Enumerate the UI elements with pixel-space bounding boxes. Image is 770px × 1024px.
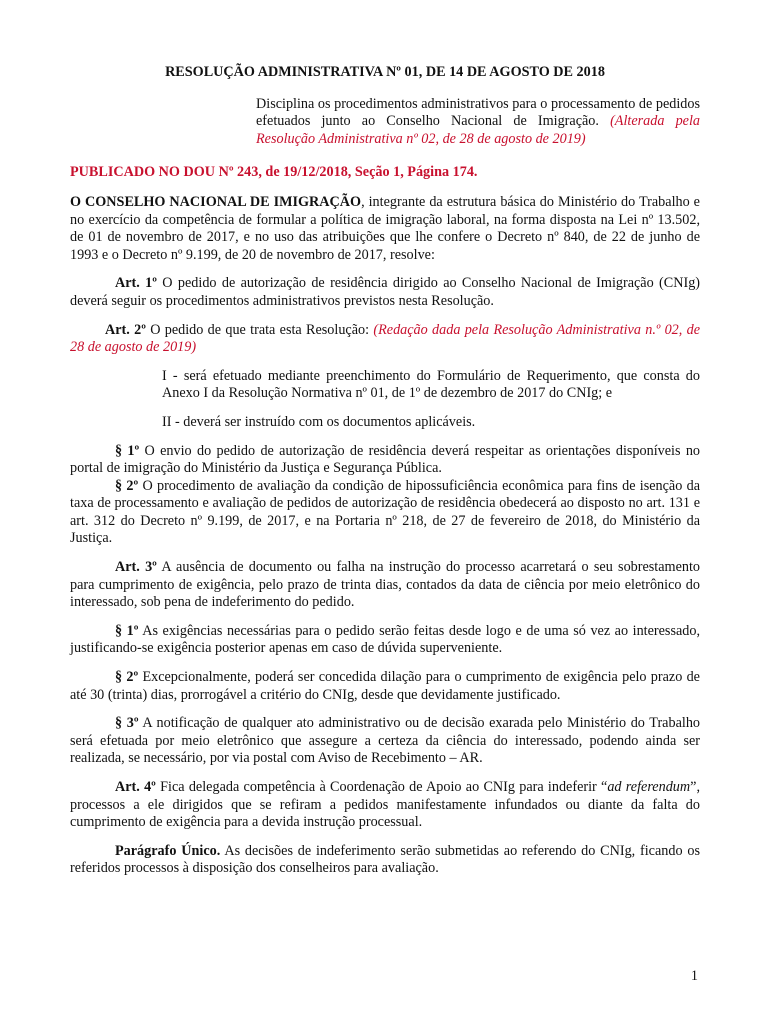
- ementa: [256, 96, 700, 149]
- article-2-paragraph-2-text: O procedimento de avaliação da condição de hipossuficiência econômica para fins de isenção da taxa de processamento e avaliação de pedidos de autorização de residência obedecerá ao disposto no art. 131 e art. 312 do Decreto nº 9.199, de 2017, e na Portaria nº 218, de 27 de fevereiro de 2018, do Ministério da Justiça.: [70, 477, 700, 547]
- article-3-label: Art. 3º: [115, 559, 157, 576]
- article-3-paragraph-2-label: § 2º: [115, 669, 139, 686]
- article-2-paragraph-1-text: O envio do pedido de autorização de residência deverá respeitar as orientações disponíveis no portal de imigração do Ministério da Justiça e Segurança Pública.: [70, 442, 701, 477]
- article-4-ad-referendum: ad referendum: [607, 779, 691, 795]
- preamble-text: , integrante da estrutura básica do Ministério do Trabalho e no exercício da competência de formular a política de imigração laboral, na forma disposta na Lei nº 13.502, de 01 de novembro de 2017, e no uso das atribuições que lhe confere o Decreto nº 840, de 22 de junho de 1993 e o Decreto nº 9.199, de 20 de novembro de 2017, resolve:: [70, 193, 700, 263]
- article-3-paragraph-3-text: A notificação de qualquer ato administrativo ou de decisão exarada pelo Ministério do Trabalho será efetuada por meio eletrônico que assegure a certeza da ciência do interessado, podendo ainda ser realizada, se necessário, por via postal com Aviso de Recebimento – AR.: [70, 715, 701, 767]
- document-body: [70, 64, 700, 889]
- article-2-label: Art. 2º: [105, 321, 146, 338]
- article-3-paragraph-1-text: As exigências necessárias para o pedido serão feitas desde logo e de uma só vez ao interessado, justificando-se exigência posterior apenas em caso de dúvida superveniente.: [70, 622, 701, 657]
- preamble: [70, 194, 700, 264]
- ementa-text: Disciplina os procedimentos administrativos para o processamento de pedidos efetuados junto ao Conselho Nacional de Imigração.: [256, 95, 700, 130]
- article-2-inciso-2: II - deverá ser instruído com os documentos aplicáveis.: [162, 413, 476, 430]
- article-4-text-a: Fica delegada competência à Coordenação de Apoio ao CNIg para indeferir “: [155, 779, 608, 795]
- article-3-text: A ausência de documento ou falha na instrução do processo acarretará o seu sobrestamento para cumprimento de exigência, pelo prazo de trinta dias, contados da data de ciência por meio eletrônico do interessado, sob pena de indeferimento do pedido.: [70, 559, 701, 611]
- ementa-amendment-note: (Alterada pela Resolução Administrativa nº 02, de 28 de agosto de 2019): [256, 113, 700, 147]
- article-2-amendment-note: (Redação dada pela Resolução Administrativa n.º 02, de 28 de agosto de 2019): [70, 321, 700, 356]
- article-1-label: Art. 1º: [115, 275, 157, 292]
- article-3-paragraph-1-label: § 1º: [115, 622, 139, 639]
- article-1-text: O pedido de autorização de residência dirigido ao Conselho Nacional de Imigração (CNIg) deverá seguir os procedimentos administrativos previstos nesta Resolução.: [70, 275, 701, 309]
- article-2-inciso-1: I - será efetuado mediante preenchimento do Formulário de Requerimento, que consta do Anexo I da Resolução Normativa nº 01, de 1º de dezembro de 2017 do CNIg; e: [162, 367, 700, 402]
- article-3-paragraph-2-text: Excepcionalmente, poderá ser concedida dilação para o cumprimento de exigência pelo prazo de até 30 (trinta) dias, prorrogável a critério do CNIg, desde que devidamente justificado.: [70, 669, 700, 703]
- article-1: [70, 275, 700, 310]
- page-number: 1: [690, 968, 698, 984]
- article-3-paragraph-1: [70, 623, 700, 658]
- resolution-title: RESOLUÇÃO ADMINISTRATIVA Nº 01, DE 14 DE AGOSTO DE 2018: [165, 64, 605, 80]
- article-4-sole-paragraph-text: As decisões de indeferimento serão submetidas ao referendo do CNIg, ficando os referidos processos à disposição dos conselheiros para avaliação.: [70, 842, 700, 877]
- preamble-lead: O CONSELHO NACIONAL DE IMIGRAÇÃO: [70, 193, 362, 210]
- article-2-paragraph-1-label: § 1º: [115, 442, 140, 459]
- article-4-label: Art. 4º: [115, 779, 156, 795]
- article-4-sole-paragraph-label: Parágrafo Único.: [115, 842, 221, 859]
- article-3-paragraph-3-label: § 3º: [115, 715, 139, 732]
- article-4: [70, 779, 700, 832]
- article-3: [70, 559, 700, 612]
- article-3-paragraph-2: [70, 669, 700, 704]
- article-3-paragraph-3: [70, 715, 700, 768]
- article-2: [70, 322, 700, 357]
- publication-notice: PUBLICADO NO DOU Nº 243, de 19/12/2018, Seção 1, Página 174.: [70, 164, 478, 181]
- article-4-text-b: ”, processos a ele dirigidos que se refiram a pedidos manifestamente infundados ou diante da falta do cumprimento de exigência para a devida instrução processual.: [70, 779, 700, 831]
- article-2-paragraph-1: [70, 443, 700, 478]
- article-2-paragraph-2-label: § 2º: [115, 477, 139, 494]
- article-2-paragraph-2: [70, 478, 700, 548]
- article-2-text: O pedido de que trata esta Resolução:: [145, 321, 374, 338]
- article-4-sole-paragraph: [70, 843, 700, 878]
